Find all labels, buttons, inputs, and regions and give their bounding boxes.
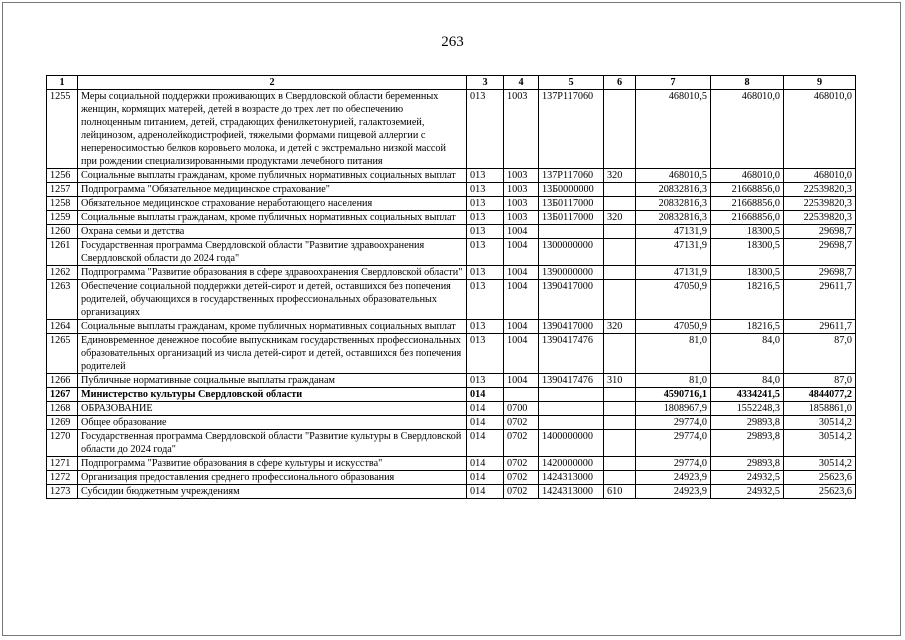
row-number: 1255 — [47, 90, 78, 169]
row-code-6 — [604, 239, 636, 266]
table-row — [47, 402, 856, 416]
row-name: Государственная программа Свердловской области "Развитие культуры в Свердловской области до 2024 года" — [78, 430, 467, 457]
row-code-4: 1003 — [504, 90, 539, 169]
row-code-3: 014 — [467, 430, 504, 457]
row-code-6 — [604, 416, 636, 430]
row-value-8: 29893,8 — [711, 457, 784, 471]
row-code-4: 1004 — [504, 239, 539, 266]
row-number: 1268 — [47, 402, 78, 416]
row-value-7: 81,0 — [636, 334, 711, 374]
row-name: Государственная программа Свердловской области "Развитие здравоохранения Свердловской области до 2024 года" — [78, 239, 467, 266]
row-value-9: 25623,6 — [784, 471, 856, 485]
row-code-3: 013 — [467, 266, 504, 280]
row-value-9: 30514,2 — [784, 457, 856, 471]
row-code-5: 1390417000 — [539, 320, 604, 334]
row-value-9: 25623,6 — [784, 485, 856, 499]
row-number: 1272 — [47, 471, 78, 485]
row-value-8: 21668856,0 — [711, 197, 784, 211]
row-code-3: 013 — [467, 90, 504, 169]
row-code-6 — [604, 402, 636, 416]
row-number: 1264 — [47, 320, 78, 334]
table-row — [47, 266, 856, 280]
table-row — [47, 211, 856, 225]
row-code-3: 013 — [467, 334, 504, 374]
row-code-5: 1300000000 — [539, 239, 604, 266]
row-code-3: 013 — [467, 197, 504, 211]
row-code-3: 013 — [467, 374, 504, 388]
row-value-9: 468010,0 — [784, 169, 856, 183]
row-value-8: 24932,5 — [711, 485, 784, 499]
col-header-2: 2 — [78, 76, 467, 90]
row-value-7: 1808967,9 — [636, 402, 711, 416]
table-row — [47, 320, 856, 334]
row-value-8: 29893,8 — [711, 430, 784, 457]
page-number: 263 — [441, 34, 464, 50]
table-row — [47, 280, 856, 320]
row-value-8: 18300,5 — [711, 239, 784, 266]
row-value-7: 47131,9 — [636, 225, 711, 239]
row-code-6 — [604, 90, 636, 169]
row-value-7: 20832816,3 — [636, 197, 711, 211]
row-value-7: 29774,0 — [636, 457, 711, 471]
row-code-5: 1390417476 — [539, 334, 604, 374]
row-code-4: 0700 — [504, 402, 539, 416]
row-name: Обеспечение социальной поддержки детей-сирот и детей, оставшихся без попечения родителей, обучающихся в государственных профессиональных образовательных организациях — [78, 280, 467, 320]
row-number: 1265 — [47, 334, 78, 374]
col-header-8: 8 — [711, 76, 784, 90]
row-code-6 — [604, 197, 636, 211]
table-row — [47, 388, 856, 402]
row-code-6 — [604, 280, 636, 320]
row-value-9: 1858861,0 — [784, 402, 856, 416]
row-value-7: 468010,5 — [636, 169, 711, 183]
row-name: Публичные нормативные социальные выплаты гражданам — [78, 374, 467, 388]
row-name: Подпрограмма "Развитие образования в сфере культуры и искусства" — [78, 457, 467, 471]
row-name: ОБРАЗОВАНИЕ — [78, 402, 467, 416]
row-value-8: 24932,5 — [711, 471, 784, 485]
row-code-5: 1420000000 — [539, 457, 604, 471]
row-value-9: 29698,7 — [784, 239, 856, 266]
row-number: 1258 — [47, 197, 78, 211]
row-code-4: 1004 — [504, 334, 539, 374]
row-number: 1266 — [47, 374, 78, 388]
row-code-3: 014 — [467, 388, 504, 402]
row-value-8: 29893,8 — [711, 416, 784, 430]
row-value-8: 4334241,5 — [711, 388, 784, 402]
row-value-9: 29611,7 — [784, 320, 856, 334]
row-code-6: 320 — [604, 211, 636, 225]
row-name: Подпрограмма "Обязательное медицинское страхование" — [78, 183, 467, 197]
row-name: Обязательное медицинское страхование неработающего населения — [78, 197, 467, 211]
row-name: Социальные выплаты гражданам, кроме публичных нормативных социальных выплат — [78, 211, 467, 225]
col-header-4: 4 — [504, 76, 539, 90]
row-value-9: 22539820,3 — [784, 183, 856, 197]
row-code-4: 1003 — [504, 197, 539, 211]
row-code-5 — [539, 388, 604, 402]
row-code-6 — [604, 334, 636, 374]
row-value-8: 18216,5 — [711, 280, 784, 320]
row-code-5 — [539, 416, 604, 430]
row-value-9: 29698,7 — [784, 225, 856, 239]
table-row — [47, 90, 856, 169]
row-code-4: 1004 — [504, 266, 539, 280]
row-code-5: 13Б0117000 — [539, 211, 604, 225]
row-code-5: 1390417476 — [539, 374, 604, 388]
row-code-5 — [539, 402, 604, 416]
row-value-8: 21668856,0 — [711, 211, 784, 225]
row-code-5: 137P117060 — [539, 90, 604, 169]
row-code-6 — [604, 388, 636, 402]
row-number: 1262 — [47, 266, 78, 280]
col-header-9: 9 — [784, 76, 856, 90]
row-code-5: 13Б0117000 — [539, 197, 604, 211]
row-value-8: 18300,5 — [711, 225, 784, 239]
table-row — [47, 169, 856, 183]
row-value-8: 1552248,3 — [711, 402, 784, 416]
table-row — [47, 334, 856, 374]
col-header-1: 1 — [47, 76, 78, 90]
col-header-6: 6 — [604, 76, 636, 90]
table-row — [47, 416, 856, 430]
row-code-5 — [539, 225, 604, 239]
row-number: 1273 — [47, 485, 78, 499]
row-code-6: 320 — [604, 320, 636, 334]
row-number: 1257 — [47, 183, 78, 197]
row-code-3: 014 — [467, 485, 504, 499]
row-code-3: 013 — [467, 183, 504, 197]
table-row — [47, 430, 856, 457]
row-code-6: 610 — [604, 485, 636, 499]
row-code-6 — [604, 225, 636, 239]
row-value-8: 468010,0 — [711, 90, 784, 169]
row-code-3: 013 — [467, 225, 504, 239]
row-code-4 — [504, 388, 539, 402]
row-code-4: 1004 — [504, 225, 539, 239]
row-value-9: 87,0 — [784, 374, 856, 388]
table-row — [47, 183, 856, 197]
row-number: 1269 — [47, 416, 78, 430]
row-code-3: 014 — [467, 457, 504, 471]
row-value-7: 20832816,3 — [636, 211, 711, 225]
table-row — [47, 197, 856, 211]
row-value-8: 18300,5 — [711, 266, 784, 280]
row-code-6 — [604, 471, 636, 485]
row-name: Социальные выплаты гражданам, кроме публичных нормативных социальных выплат — [78, 320, 467, 334]
row-value-7: 81,0 — [636, 374, 711, 388]
row-value-7: 29774,0 — [636, 430, 711, 457]
row-code-4: 1003 — [504, 211, 539, 225]
row-name: Социальные выплаты гражданам, кроме публичных нормативных социальных выплат — [78, 169, 467, 183]
row-value-9: 29698,7 — [784, 266, 856, 280]
row-code-3: 014 — [467, 402, 504, 416]
row-name: Общее образование — [78, 416, 467, 430]
row-value-7: 4590716,1 — [636, 388, 711, 402]
row-code-4: 1003 — [504, 169, 539, 183]
row-code-4: 1004 — [504, 280, 539, 320]
row-code-3: 014 — [467, 471, 504, 485]
row-value-8: 18216,5 — [711, 320, 784, 334]
row-value-9: 29611,7 — [784, 280, 856, 320]
row-value-8: 84,0 — [711, 334, 784, 374]
row-code-6 — [604, 457, 636, 471]
budget-table — [46, 75, 856, 499]
row-number: 1271 — [47, 457, 78, 471]
row-number: 1270 — [47, 430, 78, 457]
row-name: Подпрограмма "Развитие образования в сфере здравоохранения Свердловской области" — [78, 266, 467, 280]
row-code-6: 320 — [604, 169, 636, 183]
row-value-9: 30514,2 — [784, 430, 856, 457]
col-header-3: 3 — [467, 76, 504, 90]
row-value-7: 47050,9 — [636, 320, 711, 334]
row-code-3: 013 — [467, 169, 504, 183]
row-code-5: 1424313000 — [539, 471, 604, 485]
row-code-5: 1390000000 — [539, 266, 604, 280]
table-row — [47, 485, 856, 499]
row-number: 1259 — [47, 211, 78, 225]
row-code-3: 013 — [467, 239, 504, 266]
row-code-4: 0702 — [504, 485, 539, 499]
row-name: Меры социальной поддержки проживающих в Свердловской области беременных женщин, кормящих матерей, детей в возрасте до трех лет по обеспечению полноценным питанием, детей, страдающих фенилкетонурией, галактоземией, лейцинозом, адренолейкодистрофией, тяжелыми формами пищевой аллергии с непереносимостью белков коровьего молока, и детей с экстремально низкой массой при рождении специализированными продуктами лечебного питания — [78, 90, 467, 169]
row-value-8: 84,0 — [711, 374, 784, 388]
row-name: Единовременное денежное пособие выпускникам государственных профессиональных образовательных организаций из числа детей-сирот и детей, оставшихся без попечения родителей — [78, 334, 467, 374]
row-value-9: 22539820,3 — [784, 211, 856, 225]
row-value-7: 24923,9 — [636, 485, 711, 499]
row-code-4: 1004 — [504, 374, 539, 388]
row-value-8: 21668856,0 — [711, 183, 784, 197]
col-header-5: 5 — [539, 76, 604, 90]
row-code-4: 0702 — [504, 430, 539, 457]
row-value-7: 29774,0 — [636, 416, 711, 430]
row-code-6 — [604, 183, 636, 197]
row-number: 1260 — [47, 225, 78, 239]
row-value-7: 47050,9 — [636, 280, 711, 320]
row-code-6 — [604, 266, 636, 280]
row-code-4: 1004 — [504, 320, 539, 334]
row-code-5: 13Б0000000 — [539, 183, 604, 197]
row-number: 1267 — [47, 388, 78, 402]
row-number: 1263 — [47, 280, 78, 320]
table-row — [47, 457, 856, 471]
row-value-9: 468010,0 — [784, 90, 856, 169]
row-code-4: 1003 — [504, 183, 539, 197]
table-row — [47, 225, 856, 239]
row-value-9: 87,0 — [784, 334, 856, 374]
row-value-7: 47131,9 — [636, 239, 711, 266]
row-value-7: 24923,9 — [636, 471, 711, 485]
row-code-6 — [604, 430, 636, 457]
row-name: Охрана семьи и детства — [78, 225, 467, 239]
row-code-6: 310 — [604, 374, 636, 388]
row-number: 1261 — [47, 239, 78, 266]
table-row — [47, 374, 856, 388]
table-row — [47, 471, 856, 485]
row-code-3: 013 — [467, 211, 504, 225]
row-number: 1256 — [47, 169, 78, 183]
header-row — [47, 76, 856, 90]
row-code-3: 014 — [467, 416, 504, 430]
row-code-5: 1400000000 — [539, 430, 604, 457]
table-row — [47, 239, 856, 266]
row-code-3: 013 — [467, 320, 504, 334]
row-code-4: 0702 — [504, 471, 539, 485]
row-code-5: 1424313000 — [539, 485, 604, 499]
row-code-3: 013 — [467, 280, 504, 320]
row-name: Министерство культуры Свердловской области — [78, 388, 467, 402]
row-code-5: 137P117060 — [539, 169, 604, 183]
row-code-4: 0702 — [504, 457, 539, 471]
row-value-8: 468010,0 — [711, 169, 784, 183]
row-value-9: 4844077,2 — [784, 388, 856, 402]
row-value-9: 22539820,3 — [784, 197, 856, 211]
row-name: Субсидии бюджетным учреждениям — [78, 485, 467, 499]
row-value-7: 20832816,3 — [636, 183, 711, 197]
col-header-7: 7 — [636, 76, 711, 90]
row-code-5: 1390417000 — [539, 280, 604, 320]
row-name: Организация предоставления среднего профессионального образования — [78, 471, 467, 485]
row-value-7: 47131,9 — [636, 266, 711, 280]
row-value-9: 30514,2 — [784, 416, 856, 430]
row-code-4: 0702 — [504, 416, 539, 430]
row-value-7: 468010,5 — [636, 90, 711, 169]
